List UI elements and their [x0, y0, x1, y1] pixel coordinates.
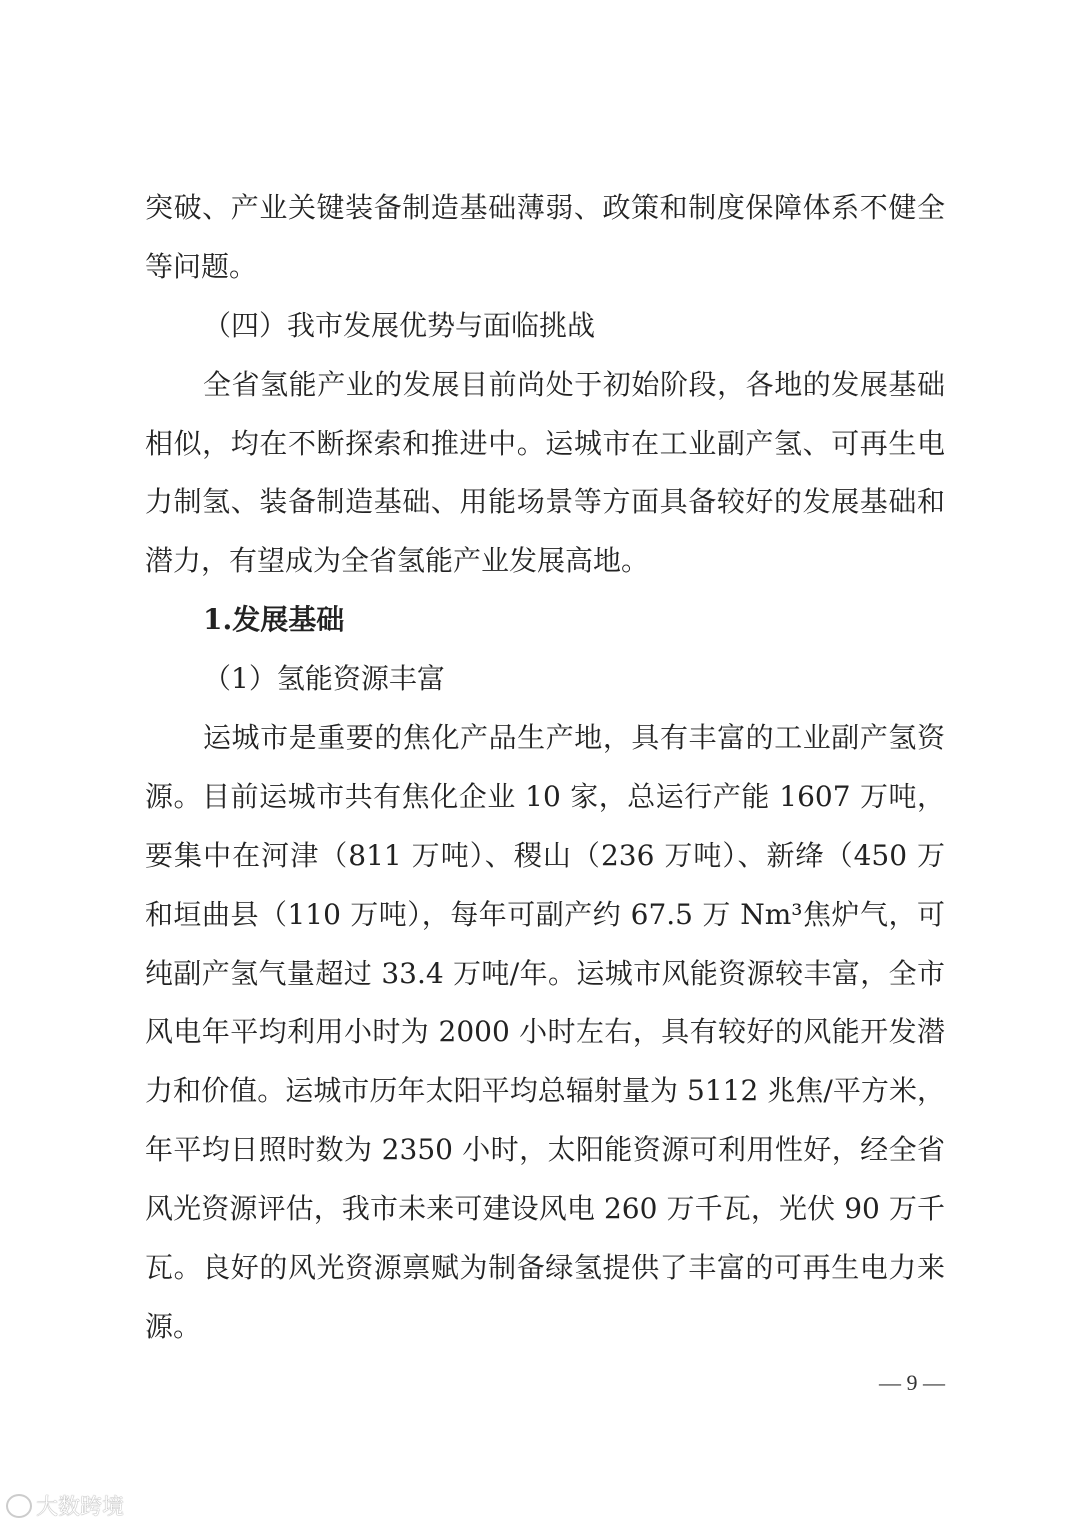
paragraph-line: 风光资源评估，我市未来可建设风电 260 万千瓦，光伏 90 万千	[145, 1192, 945, 1226]
subsubsection-heading: （1）氢能资源丰富	[203, 662, 445, 696]
document-body	[145, 179, 945, 1357]
subsection-heading: 1.发展基础	[203, 603, 345, 637]
paragraph-line: 纯副产氢气量超过 33.4 万吨/年。运城市风能资源较丰富，全市	[145, 956, 945, 990]
watermark-text: 大数跨境	[36, 1495, 125, 1520]
paragraph-line: 运城市是重要的焦化产品生产地，具有丰富的工业副产氢资	[203, 721, 945, 755]
paragraph-line: 风电年平均利用小时为 2000 小时左右，具有较好的风能开发潜	[145, 1015, 945, 1049]
paragraph-line: 等问题。	[145, 249, 258, 283]
section-heading: （四）我市发展优势与面临挑战	[203, 308, 596, 342]
paragraph-line: 和垣曲县（110 万吨），每年可副产约 67.5 万 Nm³焦炉气，可	[145, 897, 945, 931]
paragraph-line: 力制氢、装备制造基础、用能场景等方面具备较好的发展基础和	[145, 485, 945, 519]
page-number: — 9 —	[879, 1370, 945, 1395]
paragraph-line: 源。目前运城市共有焦化企业 10 家，总运行产能 1607 万吨，	[145, 779, 945, 813]
watermark	[6, 1490, 124, 1521]
paragraph-line: 要集中在河津（811 万吨）、稷山（236 万吨）、新绛（450 万	[145, 838, 945, 872]
paragraph-line: 力和价值。运城市历年太阳平均总辐射量为 5112 兆焦/平方米，	[145, 1074, 945, 1108]
paragraph-line: 突破、产业关键装备制造基础薄弱、政策和制度保障体系不健全	[145, 191, 945, 224]
paragraph-line: 潜力，有望成为全省氢能产业发展高地。	[145, 544, 650, 578]
paragraph-line: 年平均日照时数为 2350 小时，太阳能资源可利用性好，经全省	[145, 1133, 945, 1167]
watermark-logo-icon	[6, 1494, 32, 1518]
paragraph-line: 相似，均在不断探索和推进中。运城市在工业副产氢、可再生电	[145, 426, 945, 460]
paragraph-line: 瓦。良好的风光资源禀赋为制备绿氢提供了丰富的可再生电力来	[145, 1251, 945, 1285]
paragraph-line: 源。	[145, 1309, 202, 1343]
paragraph-line: 全省氢能产业的发展目前尚处于初始阶段，各地的发展基础	[203, 367, 945, 401]
